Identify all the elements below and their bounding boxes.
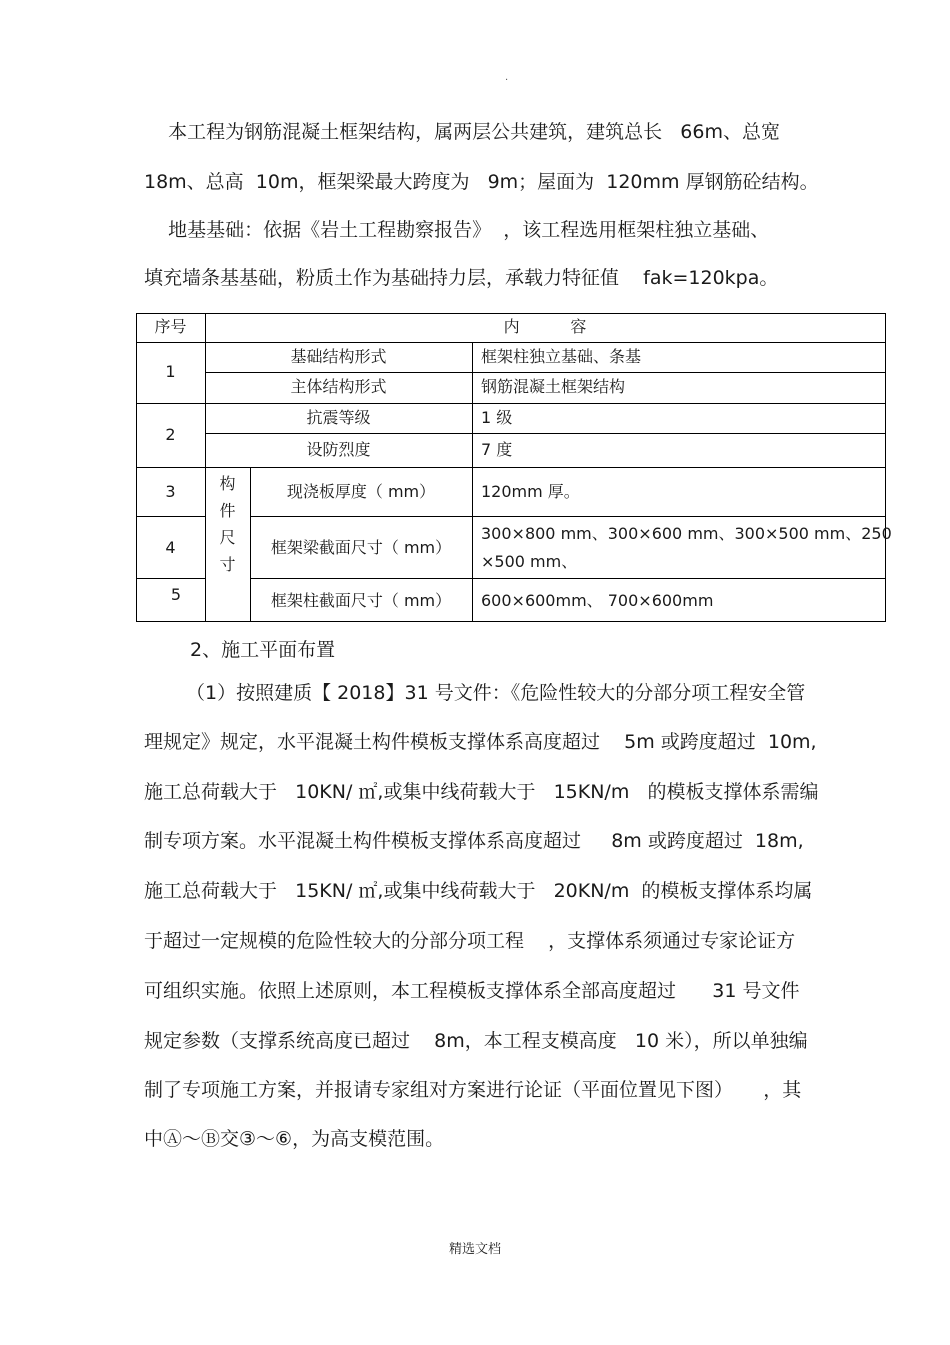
paragraph-line-1: 本工程为钢筋混凝土框架结构，属两层公共建筑，建筑总长 66m、总宽 — [144, 121, 780, 143]
row-item: 设防烈度 — [306, 440, 371, 459]
row-no-2: 2 — [165, 425, 176, 444]
section-line-2: 理规定》规定，水平混凝土构件模板支撑体系高度超过 5m 或跨度超过 10m, — [144, 731, 817, 753]
row-no-3: 3 — [165, 482, 176, 501]
paragraph-line-3: 地基基础：依据《岩土工程勘察报告》 ，该工程选用框架柱独立基础、 — [144, 219, 770, 241]
section-line-8: 规定参数（支撑系统高度已超过 8m，本工程支模高度 10 米），所以单独编 — [144, 1030, 808, 1052]
row-value: 钢筋混凝土框架结构 — [481, 377, 626, 396]
row-value: 120mm 厚。 — [481, 482, 580, 501]
row-value: 600×600mm、 700×600mm — [481, 591, 714, 610]
row-value: 1 级 — [481, 408, 513, 427]
section-line-9: 制了专项施工方案，并报请专家组对方案进行论证（平面位置见下图） ，其 — [144, 1079, 802, 1101]
row-value-cont: ×500 mm、 — [481, 552, 578, 571]
table-header-content: 内 容 — [503, 317, 587, 336]
row-no-4: 4 — [165, 538, 176, 557]
section-line-4: 制专项方案。水平混凝土构件模板支撑体系高度超过 8m 或跨度超过 18m, — [144, 830, 804, 852]
group-label: 构 件 尺 寸 — [219, 474, 236, 574]
row-no-1: 1 — [165, 362, 176, 381]
row-item: 基础结构形式 — [290, 347, 387, 366]
row-value: 框架柱独立基础、条基 — [481, 347, 642, 366]
paragraph-line-2: 18m、总高 10m，框架梁最大跨度为 9m；屋面为 120mm 厚钢筋砼结构。 — [144, 171, 819, 193]
section-title: 2、施工平面布置 — [190, 639, 336, 661]
page-footer: 精选文档 — [448, 1242, 501, 1257]
section-line-6: 于超过一定规模的危险性较大的分部分项工程 ，支撑体系须通过专家论证方 — [144, 930, 796, 952]
table-header-no: 序号 — [154, 317, 187, 336]
row-item: 现浇板厚度（ mm） — [286, 482, 436, 501]
row-item: 框架柱截面尺寸（ mm） — [270, 591, 452, 610]
section-line-1: （1）按照建质【 2018】31 号文件：《危险性较大的分部分项工程安全管 — [186, 682, 806, 704]
row-item: 框架梁截面尺寸（ mm） — [270, 538, 452, 557]
row-no-5: 5 — [170, 585, 182, 604]
row-item: 主体结构形式 — [290, 377, 387, 396]
row-value: 300×800 mm、300×600 mm、300×500 mm、250 — [481, 524, 892, 543]
paragraph-line-4: 填充墙条基基础，粉质土作为基础持力层，承载力特征值 fak=120kpa。 — [144, 267, 779, 289]
section-line-7: 可组织实施。依照上述原则，本工程模板支撑体系全部高度超过 31 号文件 — [144, 980, 800, 1002]
section-line-3: 施工总荷载大于 10KN/ ㎡,或集中线荷载大于 15KN/m 的模板支撑体系需编 — [144, 781, 819, 803]
row-item: 抗震等级 — [306, 408, 371, 427]
section-line-5: 施工总荷载大于 15KN/ ㎡,或集中线荷载大于 20KN/m 的模板支撑体系均属 — [144, 880, 813, 902]
section-line-10: 中Ⓐ～Ⓑ交③～⑥，为高支模范围。 — [144, 1128, 445, 1150]
header-mark: . — [505, 72, 509, 83]
row-value: 7 度 — [481, 440, 513, 459]
